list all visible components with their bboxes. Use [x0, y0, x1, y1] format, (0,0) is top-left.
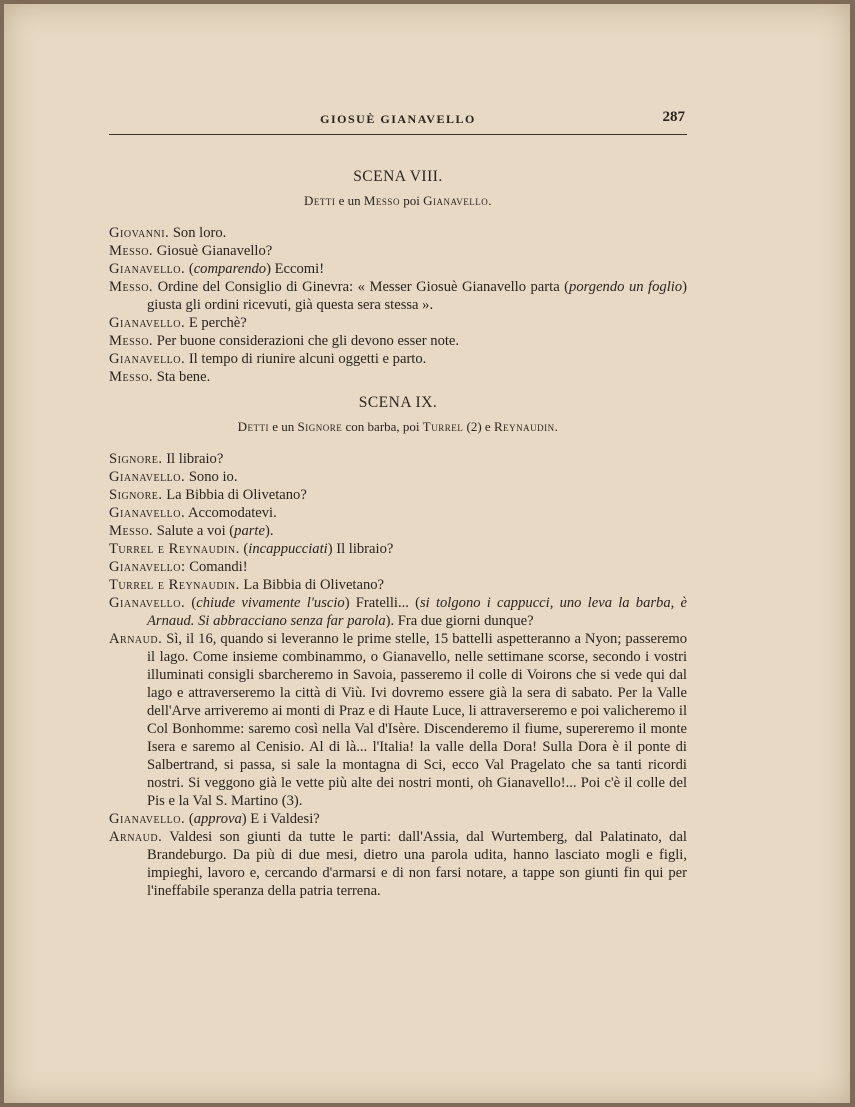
characters-text: Detti: [303, 193, 336, 208]
speaker: Giovanni.: [109, 225, 170, 241]
page-content: [109, 168, 687, 900]
dialogue-line: [109, 260, 687, 278]
running-title: GIOSUÈ GIANAVELLO: [320, 112, 476, 126]
characters-text: e un: [269, 419, 298, 434]
dialogue-text: (: [239, 541, 249, 557]
dialogue-text: ) E i Valdesi?: [241, 811, 320, 827]
dialogue-line: [109, 504, 687, 522]
dialogue-text: (: [185, 261, 194, 277]
characters-text: Reynaudin.: [493, 419, 559, 434]
dialogue-text: ). Fra due giorni dunque?: [385, 613, 534, 629]
dialogue-text: Ordine del Consiglio di Ginevra: « Messer Giosuè Gianavello parta (: [153, 279, 570, 295]
dialogue-text: Sono io.: [185, 469, 238, 485]
characters-text: Turrel: [422, 419, 464, 434]
dialogue-text: Il tempo di riunire alcuni oggetti e parto.: [185, 351, 427, 367]
stage-direction: parte: [234, 523, 265, 539]
dialogue-line: [109, 332, 687, 350]
dialogue-line: [109, 278, 687, 314]
dialogue-text: Valdesi son giunti da tutte le parti: dall'Assia, dal Wurtemberg, dal Palatinato, dal Brandeburgo. Da più di due mesi, dietro una parola udita, hanno lasciato mogli e figli, impieghi, lavoro e, cercando d'armarsi e di non farsi notare, a tappe son giunti fin qui per l'ineffabile speranza della patria terrena.: [147, 829, 687, 899]
stage-direction: si tolgono i cappucci, uno leva la barba, è Arnaud. Si abbracciano senza far parola: [147, 595, 687, 629]
speaker: Gianavello.: [109, 261, 186, 277]
dialogue-text: (: [185, 595, 197, 611]
dialogue-text: Per buone considerazioni che gli devono esser note.: [153, 333, 460, 349]
speaker: Signore.: [109, 487, 163, 503]
characters-text: con barba, poi: [342, 419, 423, 434]
running-head: [109, 109, 687, 135]
stage-direction: incappucciati: [248, 541, 328, 557]
dialogue-text: (: [185, 811, 194, 827]
scene-title: SCENA VIII.: [353, 168, 443, 185]
speaker: Messo.: [109, 333, 154, 349]
dialogue-line: [109, 450, 687, 468]
dialogue-text: Sta bene.: [153, 369, 211, 385]
characters-text: poi: [399, 193, 424, 208]
dialogue-text: Sì, il 16, quando si leveranno le prime stelle, 15 battelli aspetteranno a Nyon; passeremo il lago. Come insieme combinammo, o Gianavello, nelle settimane scorse, secondo i vostri illuminati consigli sbarcheremo in Savoia, passeremo il colle di Voirons che si vede qui dal lago e attraverseremo la città di Viù. Ivi dovremo essere già la sera di sabato. Per la Valle dell'Arve arriveremo ai monti di Praz e di Haute Luce, li attraverseremo e poi valicheremo il Col Bonhomme: saremo così nella Val d'Isère. Discenderemo il fiume, supereremo il monte Isera e saremo al Cenisio. Al di là... l'Italia! la valle della Dora! Sulla Dora è il ponte di Salbertrand, si passa, si sale la montagna di Sci, ecco Val Pragelato che sa tanti ricordi nostri. Si veggono già le vette più alte dei nostri monti, oh Gianavello!... Poi c'è il colle del Pis e la Val S. Martino (3).: [147, 631, 687, 809]
dialogue-text: Giosuè Gianavello?: [153, 243, 273, 259]
dialogue-line: [109, 630, 687, 810]
characters-text: Gianavello.: [423, 193, 493, 208]
dialogue-text: ).: [264, 523, 274, 539]
dialogue-text: ) Eccomi!: [266, 261, 325, 277]
speaker: Gianavello.: [109, 595, 186, 611]
characters-text: e un: [335, 193, 364, 208]
dialogue-line: [109, 486, 687, 504]
dialogue-text: La Bibbia di Olivetano?: [239, 577, 385, 593]
dialogue-line: [109, 522, 687, 540]
dialogue-line: [109, 558, 687, 576]
dialogue-line: [109, 242, 687, 260]
book-page: [4, 4, 850, 1103]
scene-characters: [109, 192, 687, 210]
speaker: Arnaud.: [109, 829, 163, 845]
dialogue-text: Son loro.: [169, 225, 227, 241]
speaker: Arnaud.: [109, 631, 163, 647]
stage-direction: comparendo: [193, 261, 267, 277]
dialogue-text: ) Fratelli... (: [344, 595, 420, 611]
speaker: Gianavello.: [109, 351, 186, 367]
speaker: Messo.: [109, 243, 154, 259]
dialogue-line: [109, 576, 687, 594]
dialogue-text: Accomodatevi.: [185, 505, 277, 521]
speaker: Messo.: [109, 523, 154, 539]
dialogue-line: [109, 368, 687, 386]
dialogue-text: La Bibbia di Olivetano?: [162, 487, 307, 503]
stage-direction: porgendo un foglio: [569, 279, 683, 295]
characters-text: Messo: [363, 193, 400, 208]
speaker: Turrel e Reynaudin.: [109, 577, 240, 593]
speaker: Gianavello:: [109, 559, 186, 575]
dialogue-line: [109, 224, 687, 242]
characters-text: (2) e: [463, 419, 494, 434]
characters-text: Detti: [237, 419, 270, 434]
scene-characters: [109, 418, 687, 436]
dialogue-line: [109, 540, 687, 558]
speaker: Signore.: [109, 451, 163, 467]
scene-title: SCENA IX.: [358, 394, 438, 411]
page-number: 287: [662, 109, 685, 125]
speaker: Gianavello.: [109, 811, 186, 827]
dialogue-text: ) Il libraio?: [327, 541, 394, 557]
dialogue-text: Salute a voi (: [153, 523, 235, 539]
dialogue-line: [109, 314, 687, 332]
dialogue-text: Comandi!: [185, 559, 248, 575]
speaker: Turrel e Reynaudin.: [109, 541, 240, 557]
speaker: Messo.: [109, 279, 154, 295]
stage-direction: chiude vivamente l'uscio: [196, 595, 345, 611]
dialogue-text: Il libraio?: [162, 451, 224, 467]
stage-direction: approva: [193, 811, 242, 827]
dialogue-line: [109, 594, 687, 630]
dialogue-line: [109, 828, 687, 900]
dialogue-text: E perchè?: [185, 315, 247, 331]
dialogue-line: [109, 468, 687, 486]
speaker: Gianavello.: [109, 505, 186, 521]
speaker: Gianavello.: [109, 315, 186, 331]
dialogue-line: [109, 810, 687, 828]
dialogue-text: ) giusta gli ordini ricevuti, già questa sera stessa ».: [147, 279, 687, 313]
characters-text: Signore: [297, 419, 343, 434]
dialogue-line: [109, 350, 687, 368]
speaker: Gianavello.: [109, 469, 186, 485]
speaker: Messo.: [109, 369, 154, 385]
